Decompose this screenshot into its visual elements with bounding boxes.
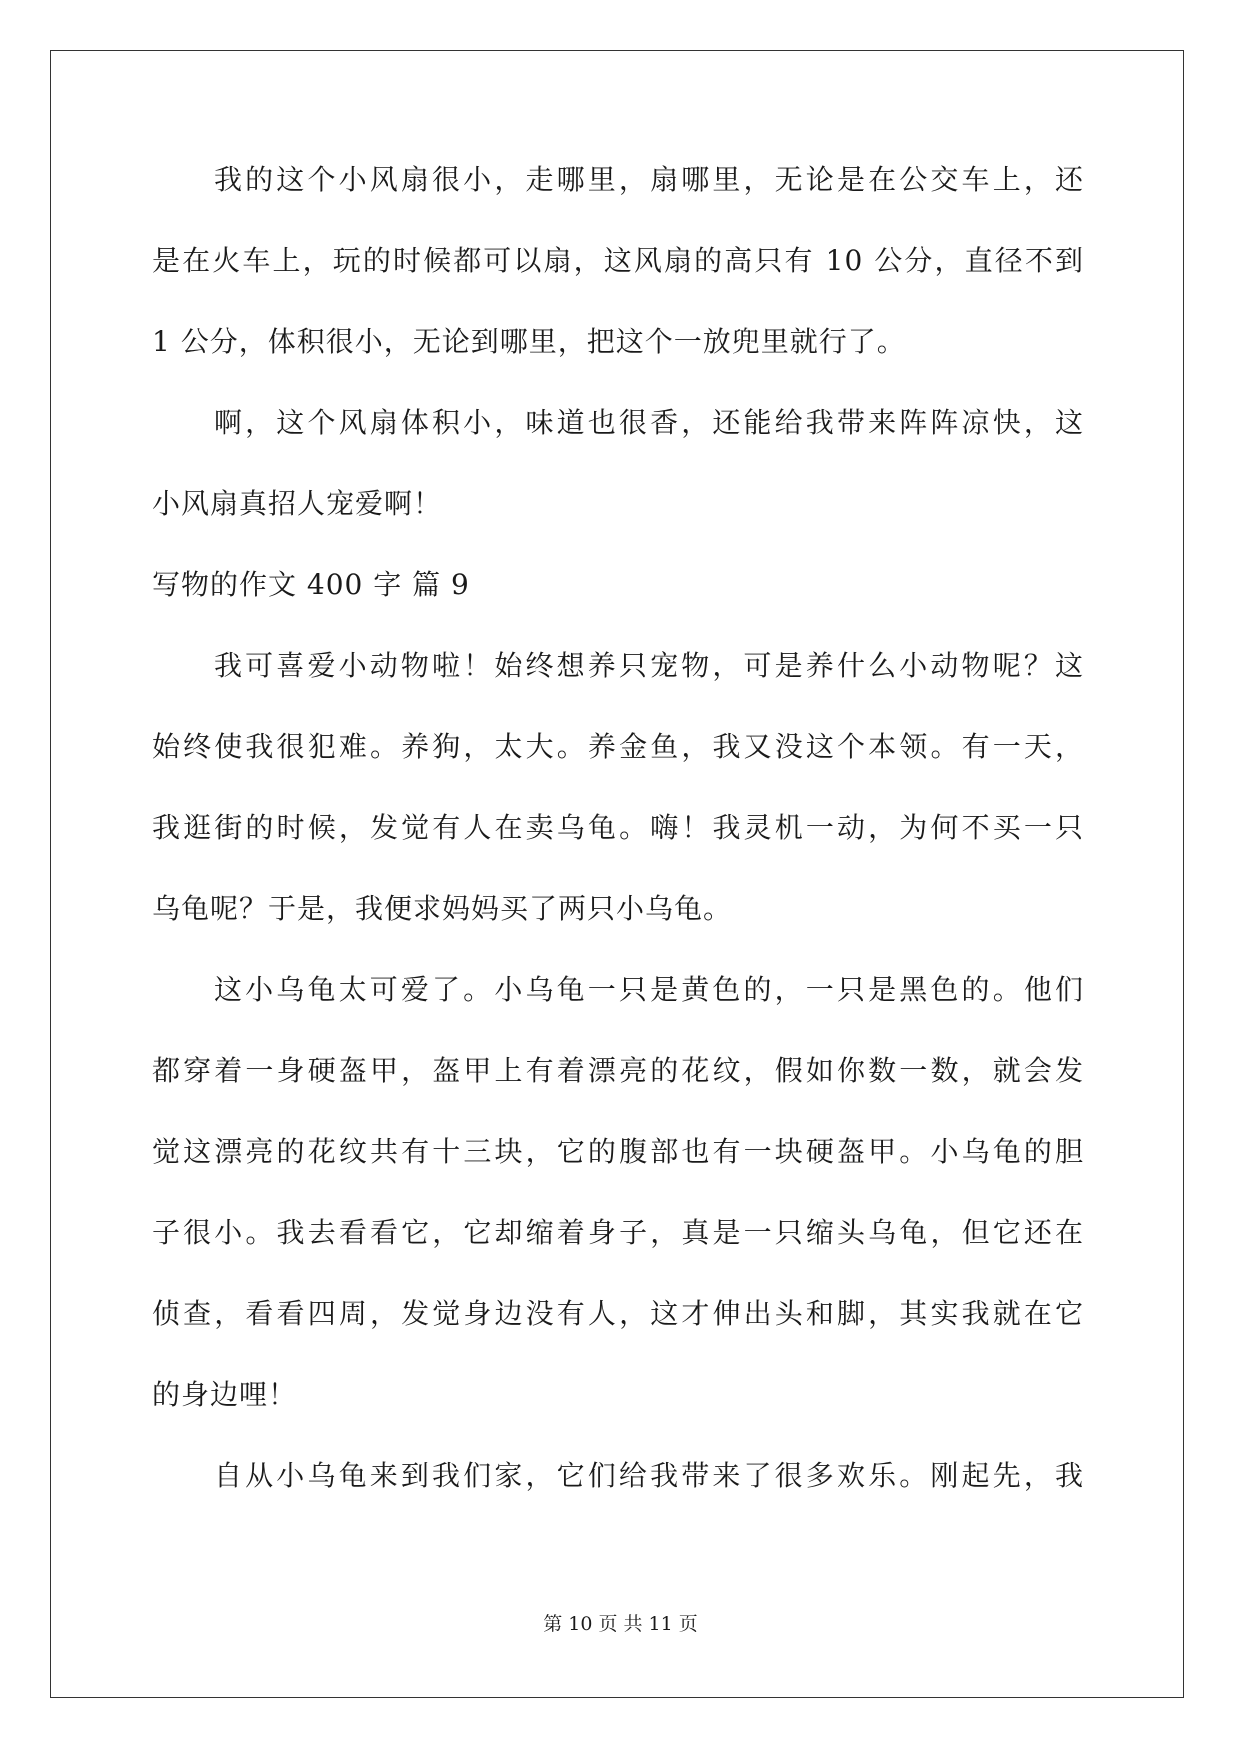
text-line: 乌龟呢？于是，我便求妈妈买了两只小乌龟。 [152,892,733,925]
page-number-label: 第 10 页 共 11 页 [543,1613,698,1635]
section-heading: 写物的作文 400 字 篇 9 [152,568,470,601]
text-line: 这小乌龟太可爱了。小乌龟一只是黄色的，一只是黑色的。他们 [214,973,1084,1006]
text-line: 自从小乌龟来到我们家，它们给我带来了很多欢乐。刚起先，我 [214,1459,1084,1492]
text-line: 的身边哩！ [152,1378,298,1411]
text-line: 都穿着一身硬盔甲，盔甲上有着漂亮的花纹，假如你数一数，就会发 [152,1054,1084,1087]
text-line: 1 公分，体积很小，无论到哪里，把这个一放兜里就行了。 [152,325,906,358]
text-line: 啊，这个风扇体积小，味道也很香，还能给我带来阵阵凉快，这 [214,406,1084,439]
document-body [152,160,1084,1537]
text-line: 始终使我很犯难。养狗，太大。养金鱼，我又没这个本领。有一天， [152,730,1084,763]
page-footer [0,1612,1241,1636]
text-line: 我逛街的时候，发觉有人在卖乌龟。嗨！我灵机一动，为何不买一只 [152,811,1084,844]
text-line: 我可喜爱小动物啦！始终想养只宠物，可是养什么小动物呢？这 [214,649,1084,682]
text-line: 侦查，看看四周，发觉身边没有人，这才伸出头和脚，其实我就在它 [152,1297,1084,1330]
text-line: 觉这漂亮的花纹共有十三块，它的腹部也有一块硬盔甲。小乌龟的胆 [152,1135,1084,1168]
text-line: 子很小。我去看看它，它却缩着身子，真是一只缩头乌龟，但它还在 [152,1216,1084,1249]
text-line: 小风扇真招人宠爱啊！ [152,487,443,520]
text-line: 是在火车上，玩的时候都可以扇，这风扇的高只有 10 公分，直径不到 [152,244,1084,277]
text-line: 我的这个小风扇很小，走哪里，扇哪里，无论是在公交车上，还 [214,163,1084,196]
